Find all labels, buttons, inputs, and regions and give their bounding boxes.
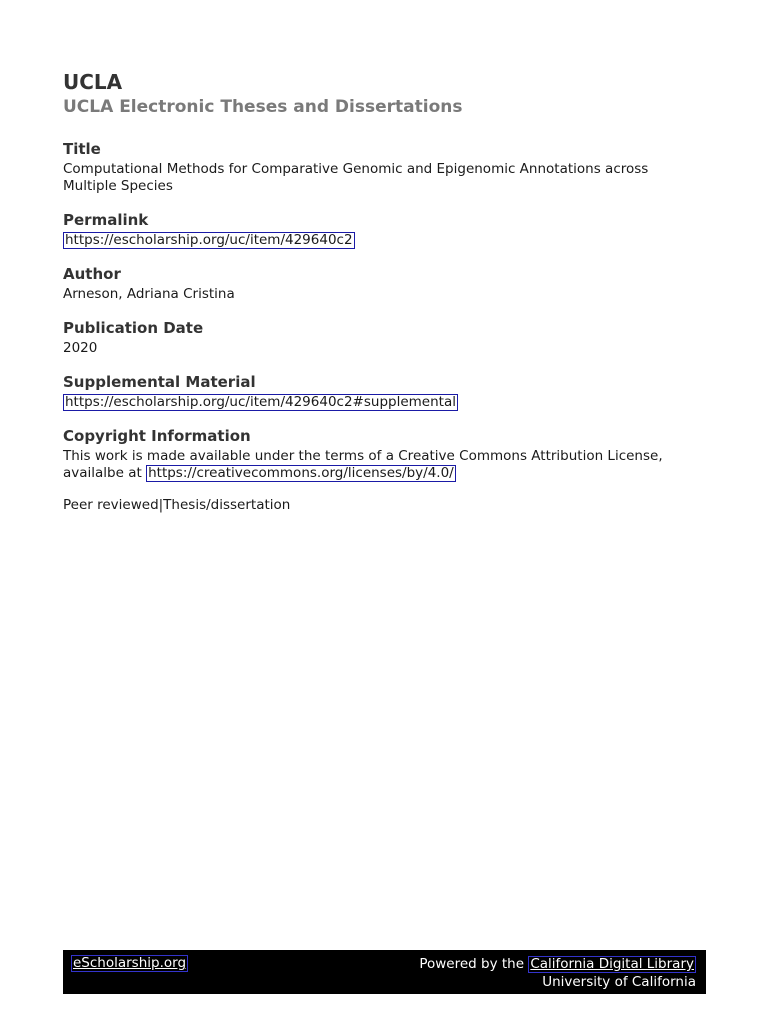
publication-date-value: 2020 xyxy=(63,340,98,356)
cdl-link[interactable]: California Digital Library xyxy=(530,956,694,972)
license-link[interactable]: https://creativecommons.org/licenses/by/4.0/ xyxy=(148,465,454,481)
author-value: Arneson, Adriana Cristina xyxy=(63,286,235,302)
permalink-section xyxy=(63,211,703,249)
copyright-line2-prefix: availalbe at xyxy=(63,465,147,481)
author-section xyxy=(63,265,703,303)
supplemental-label: Supplemental Material xyxy=(63,373,256,391)
publication-date-label: Publication Date xyxy=(63,319,204,337)
publication-date-section xyxy=(63,319,703,357)
copyright-line1: This work is made available under the terms of a Creative Commons Attribution License, xyxy=(63,448,663,464)
title-label: Title xyxy=(63,140,101,158)
escholarship-link[interactable]: eScholarship.org xyxy=(73,955,187,971)
copyright-section xyxy=(63,427,703,482)
document-type-section xyxy=(63,497,703,514)
supplemental-section xyxy=(63,373,703,411)
author-label: Author xyxy=(63,265,121,283)
title-value-line1: Computational Methods for Comparative Genomic and Epigenomic Annotations across xyxy=(63,161,649,177)
title-section xyxy=(63,140,703,195)
footer-bar xyxy=(63,950,706,994)
copyright-label: Copyright Information xyxy=(63,427,251,445)
institution-name: UCLA xyxy=(63,70,123,94)
supplemental-link[interactable]: https://escholarship.org/uc/item/429640c2#supplemental xyxy=(65,394,456,410)
permalink-link[interactable]: https://escholarship.org/uc/item/429640c2 xyxy=(65,232,353,248)
title-value-line2: Multiple Species xyxy=(63,178,173,194)
permalink-label: Permalink xyxy=(63,211,149,229)
university-name: University of California xyxy=(542,974,696,990)
powered-by-text: Powered by the xyxy=(419,956,529,972)
series-name: UCLA Electronic Theses and Dissertations xyxy=(63,97,463,117)
document-type-value: Peer reviewed|Thesis/dissertation xyxy=(63,497,291,513)
document-header xyxy=(63,70,703,118)
